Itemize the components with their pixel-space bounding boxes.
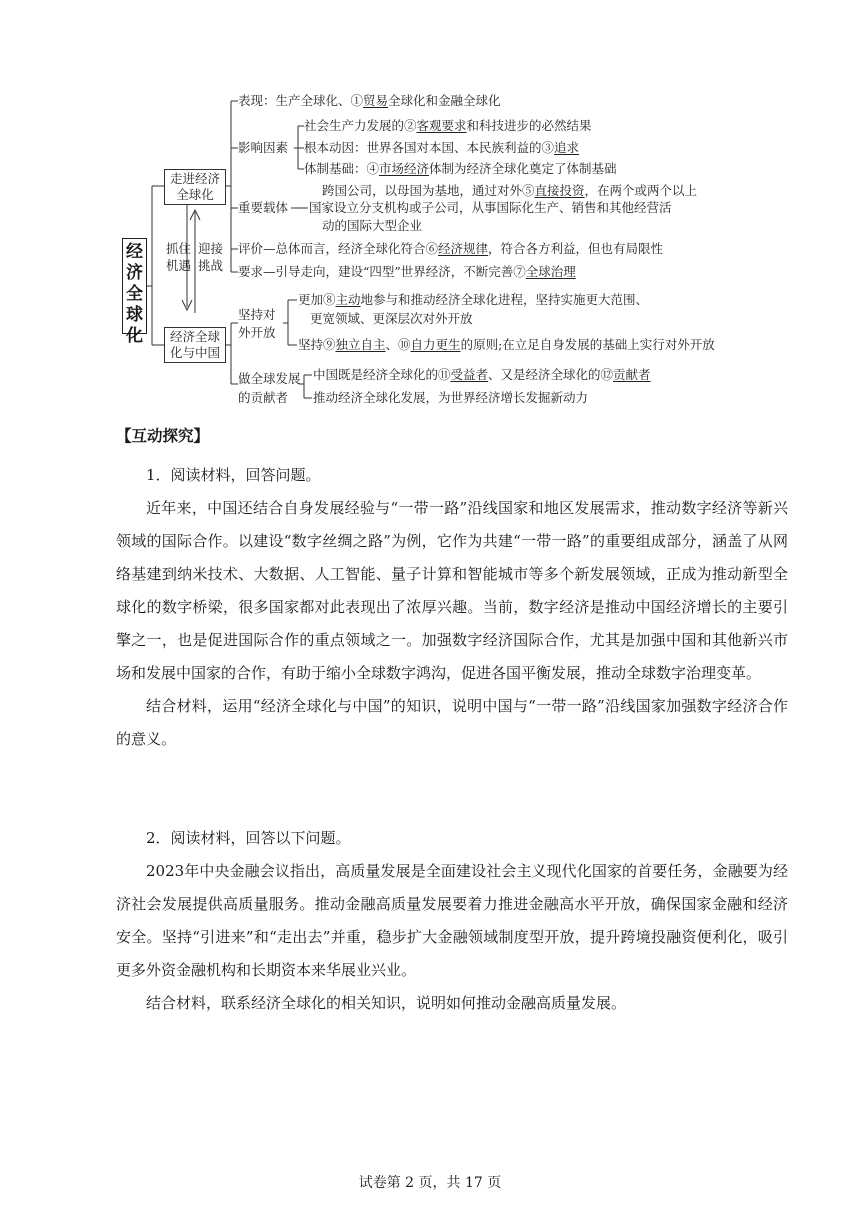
branch-yaoqiu <box>238 264 576 280</box>
answer-blank: 经济规律 <box>438 241 489 256</box>
label-line: 抓住 <box>166 241 192 256</box>
text: 体制为经济全球化奠定了体制基础 <box>429 161 617 176</box>
label-line: 的贡献者 <box>238 390 289 405</box>
answer-blank: 自力更生 <box>410 337 461 352</box>
node-label: 走进经济 <box>169 171 220 186</box>
label-line: 挑战 <box>198 258 224 273</box>
answer-blank: 受益者 <box>450 367 489 382</box>
page-footer <box>0 1172 860 1192</box>
answer-blank: 追求 <box>554 140 580 155</box>
q1-material: 近年来，中国还结合自身发展经验与“一带一路”沿线国家和地区发展需求，推动数字经济等新兴领域的国际合作。以建设“数字丝绸之路”为例，它作为共建“一带一路”的重要组成部分，涵盖了从网络基建到纳米技术、大数据、人工智能、量子计算和智能城市等多个新发展领域，正成为推动新型全球化的数字桥梁，很多国家都对此表现出了浓厚兴趣。当前，数字经济是推动中国经济增长的主要引擎之一，也是促进国际合作的重点领域之一。加强数字经济国际合作，尤其是加强中国和其他新兴市场和发展中国家的合作，有助于缩小全球数字鸿沟，促进各国平衡发展，推动全球数字治理变革。 <box>116 499 788 682</box>
label-line: 坚持对 <box>238 307 276 322</box>
title-char: 化 <box>126 326 143 346</box>
yingxiang-item-3 <box>304 161 617 177</box>
q1-intro: 1．阅读材料，回答问题。 <box>146 466 321 484</box>
branch-gongxian <box>238 369 301 407</box>
branch-zaiti: 重要载体 <box>238 200 289 215</box>
node-zhongguo <box>164 327 226 363</box>
label-zhuazhu <box>166 240 191 274</box>
text: 、又是经济全球化的⑫ <box>488 367 614 382</box>
text: 评价—总体而言，经济全球化符合⑥ <box>238 241 439 256</box>
title-char: 球 <box>126 305 143 325</box>
answer-blank: 市场经济 <box>379 161 430 176</box>
text: 表现：生产全球化、① <box>238 93 364 108</box>
text: 跨国公司，以母国为基地，通过对外⑤ <box>322 183 535 198</box>
jianchi-item-1 <box>298 292 648 308</box>
label-yingjie <box>198 240 223 274</box>
node-zoujin <box>164 169 226 205</box>
gongxian-item-1 <box>313 367 651 383</box>
label-line: 迎接 <box>198 241 224 256</box>
mind-map <box>0 0 860 410</box>
answer-blank: 主动 <box>335 292 361 307</box>
mindmap-title <box>122 238 147 346</box>
branch-jianchi <box>238 306 276 342</box>
text: 和科技进步的必然结果 <box>466 118 592 133</box>
text: 根本动因：世界各国对本国、本民族利益的③ <box>304 140 555 155</box>
answer-blank: 客观要求 <box>416 118 467 133</box>
answer-blank: 直接投资 <box>534 183 585 198</box>
jianchi-item-2 <box>298 337 715 353</box>
yingxiang-item-1 <box>304 118 592 134</box>
node-label: 经济全球 <box>169 329 220 344</box>
footer-text: 页，共 <box>418 1175 461 1191</box>
text: 中国既是经济全球化的⑪ <box>313 367 451 382</box>
node-label: 全球化 <box>176 187 214 202</box>
title-char: 全 <box>126 284 143 304</box>
text: 全球化和金融全球化 <box>388 93 501 108</box>
gongxian-item-2: 推动经济全球化发展，为世界经济增长发掘新动力 <box>313 390 589 405</box>
node-label: 化与中国 <box>169 345 220 360</box>
text: 要求—引导走向，建设“四型”世界经济，不断完善⑦ <box>238 264 526 279</box>
page-total: 17 <box>465 1175 483 1191</box>
section-heading: 【互动探究】 <box>116 426 210 445</box>
text: 社会生产力发展的② <box>304 118 417 133</box>
text: 更加⑧ <box>298 292 336 307</box>
branch-biaoxian <box>238 93 501 109</box>
page-number: 2 <box>405 1175 415 1191</box>
footer-text: 试卷第 <box>358 1175 401 1191</box>
q1-question: 结合材料，运用“经济全球化与中国”的知识，说明中国与“一带一路”沿线国家加强数字经济合作的意义。 <box>116 697 788 748</box>
zaiti-line-3: 动的国际大型企业 <box>322 218 423 233</box>
answer-blank: 全球治理 <box>525 264 576 279</box>
text: ，符合各方利益，但也有局限性 <box>488 241 664 256</box>
answer-blank: 独立自主 <box>335 337 386 352</box>
yingxiang-item-2 <box>304 140 579 156</box>
label-line: 做全球发展 <box>238 371 301 386</box>
label-line: 机遇 <box>166 258 192 273</box>
q2-material: 2023年中央金融会议指出，高质量发展是全面建设社会主义现代化国家的首要任务，金融要为经济社会发展提供高质量服务。推动金融高质量发展要着力推进金融高水平开放，确保国家金融和经济安全。坚持“引进来”和“走出去”并重，稳步扩大金融领域制度型开放，提升跨境投融资便利化，吸引更多外资金融机构和长期资本来华展业兴业。 <box>116 862 788 979</box>
footer-text: 页 <box>487 1175 502 1191</box>
branch-pingjia <box>238 241 663 257</box>
q2-intro: 2．阅读材料，回答以下问题。 <box>146 829 351 847</box>
q2-question: 结合材料，联系经济全球化的相关知识，说明如何推动金融高质量发展。 <box>146 994 627 1012</box>
label-line: 外开放 <box>238 325 276 340</box>
title-char: 经 <box>126 242 143 262</box>
text: ，在两个或两个以上 <box>584 183 698 198</box>
text: 体制基础：④ <box>304 161 380 176</box>
text: 地参与和推动经济全球化进程，坚持实施更大范围、 <box>360 292 649 307</box>
text: 坚持⑨ <box>298 337 336 352</box>
jianchi-item-1b: 更宽领域、更深层次对外开放 <box>310 311 473 326</box>
zaiti-line-1 <box>322 183 697 199</box>
text: 的原则;在立足自身发展的基础上实行对外开放 <box>460 337 715 352</box>
branch-yingxiang: 影响因素 <box>238 140 289 155</box>
title-char: 济 <box>126 263 143 283</box>
answer-blank: 贡献者 <box>613 367 651 382</box>
zaiti-line-2: 国家设立分支机构或子公司，从事国际化生产、销售和其他经营活 <box>309 200 672 215</box>
text: 、⑩ <box>385 337 411 352</box>
answer-blank: 贸易 <box>363 93 389 108</box>
